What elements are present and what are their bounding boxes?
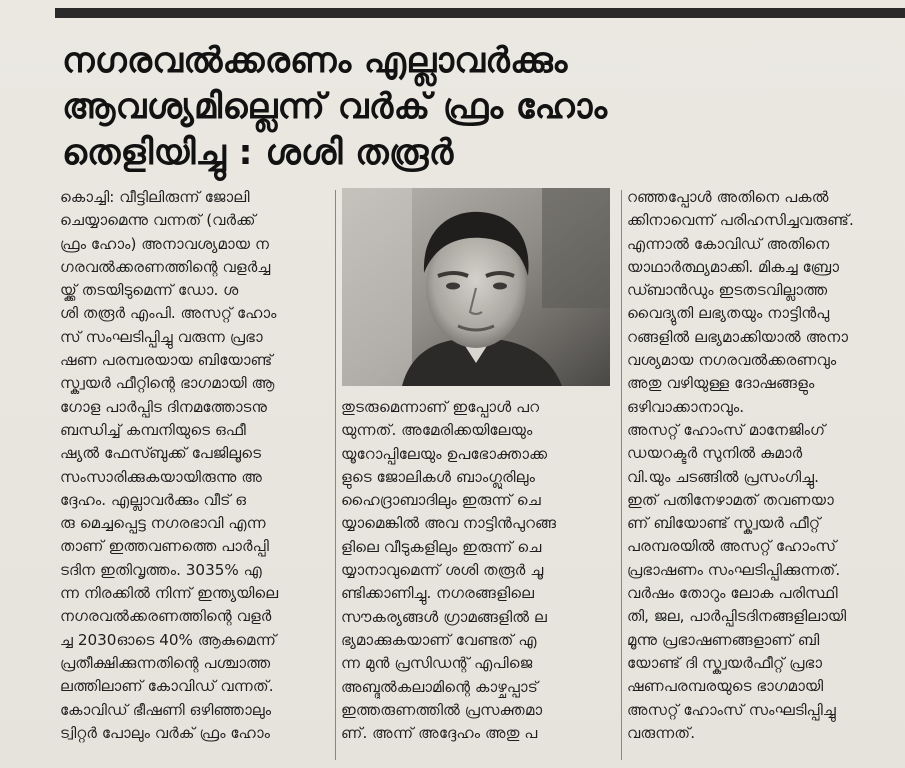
article-text-line: അതു വഴിയുള്ള ദോഷങ്ങളും [627,374,815,393]
article-text-line: താണ് ഇത്തവണത്തെ പാർപ്പി [60,537,269,556]
article-text-line: ഇത്തരുണത്തിൽ പ്രസക്തമാ [341,700,543,719]
article-text-line: ഗോള പാർപ്പിട ദിനമത്തോടനു [60,397,268,416]
article-text-line: ഷ്യൽ ഫേസ്ബുക്ക് പേജിലൂടെ [60,444,262,463]
article-text-line: ച്ച 2030ഓടെ 40% ആകുമെന്ന് [60,630,277,649]
article-column-3 [627,186,903,745]
portrait-image [342,188,610,386]
article-text-line: വർഷം തോറും ലോക പരിസ്ഥി [627,584,838,603]
article-text-line: ളിലെ വീടുകളിലും ഇരുന്ന് ചെ [341,537,542,556]
column-divider [335,190,336,760]
article-text-line: ന്ന മുൻ പ്രസിഡന്റ് എപിജെ [341,654,533,673]
article-text-line: യാഥാർത്ഥ്യമാക്കി. മികച്ച ബ്രോ [627,257,840,276]
headline-line: ആവശ്യമില്ലെന്ന് വർക് ഫ്രം ഹോം [62,87,608,127]
article-text-line: നഗരവൽക്കരണത്തിന്റെ വളർ [60,607,272,626]
article-text-line: ബന്ധിച്ച് കമ്പനിയുടെ ഒഫീ [60,420,246,439]
headline [62,38,682,176]
article-text-line: ഇത് പതിനേഴാമത് തവണയാ [627,490,834,509]
article-text-line: തുടരുമെന്നാണ് ഇപ്പോൾ പറ [341,398,540,416]
article-text-line: രു മെച്ചപ്പെട്ട നഗരഭാവി എന്ന [60,514,266,533]
article-text-line: ഡയറക്ടർ സുനിൽ കുമാർ [627,444,803,463]
article-text-line: വശ്യമായ നഗരവൽക്കരണവും [627,351,837,370]
article-text-line: ഡ്ബാൻഡും ഇടതടവില്ലാത്ത [627,281,828,300]
article-text-line: ഒഴിവാക്കാനാവും. [627,397,745,416]
article-text-line: യ്യാനാവുമെന്ന് ശശി തരൂർ ചൂ [341,561,544,580]
article-text-line: ഷണപരമ്പരയുടെ ഭാഗമായി [627,677,824,696]
article-text-line: ടദിന ഇതിവൃത്തം. 3035% എ [60,560,262,579]
article-column-1 [60,186,328,745]
article-text-line: വരുന്നത്. [627,723,696,742]
article-text-line: അസറ്റ് ഹോംസ് മാനേജിംഗ് [627,420,826,439]
article-text-line: യോണ്ട് ദി സ്ക്വയർഫീറ്റ് പ്രഭാ [627,653,823,672]
article-text-line: ളുടെ ജോലികൾ ബാംഗ്ലൂരിലും [341,467,535,486]
article-text-line: യ്യാമെങ്കിൽ അവ നാട്ടിൻപുറങ്ങ [341,514,557,533]
article-text-line: ഭ്യമാക്കുകയാണ് വേണ്ടത് എ [341,630,537,649]
article-text-line: ലത്തിലാണ് കോവിഡ് വന്നത്. [60,677,274,696]
article-text-line: സ് സംഘടിപ്പിച്ചു വരുന്ന പ്രഭാ [60,327,263,346]
article-text-line: ചെയ്യാമെന്നു വന്നത് (വർക്ക് [60,211,256,230]
article-text-line: ഗരവൽക്കരണത്തിന്റെ വളർച്ച [60,257,271,276]
article-text-line: യുന്നത്. അമേരിക്കയിലേയും [341,421,533,440]
article-text-line: കൊച്ചി: വീട്ടിലിരുന്ന് ജോലി [60,188,250,206]
article-text-line: എന്നാൽ കോവിഡ് അതിനെ [627,234,830,253]
article-text-line: ണ് ബിയോണ്ട് സ്ക്വയർ ഫീറ്റ് [627,514,821,533]
article-text-line: റങ്ങളിൽ ലഭ്യമാക്കിയാൽ അനാ [627,327,849,346]
article-text-line: കോവിഡ് ഭീഷണി ഒഴിഞ്ഞാലും [60,700,272,719]
article-text-line: ട്വിറ്റർ പോലും വർക് ഫ്രം ഹോം [60,723,271,742]
article-text-line: യൂറോപ്പിലേയും ഉപഭോക്താക്ക [341,444,548,463]
article-text-line: റഞ്ഞപ്പോൾ അതിനെ പകൽ [627,188,829,206]
article-text-line: ണ്ടിക്കാണിച്ചു. നഗരങ്ങളിലെ [341,584,535,603]
article-text-line: സൗകര്യങ്ങൾ ഗ്രാമങ്ങളിൽ ല [341,607,547,626]
article-text-line: പരമ്പരയിൽ അസറ്റ് ഹോംസ് [627,537,837,556]
article-text-line: ന്ന നിരക്കിൽ നിന്ന് ഇന്ത്യയിലെ [60,584,279,603]
top-rule [55,8,905,18]
column-divider [621,190,622,760]
article-text-line: പ്രതീക്ഷിക്കുന്നതിന്റെ പശ്ചാത്ത [60,653,271,672]
article-text-line: തി, ജല, പാർപ്പിടദിനങ്ങളിലായി [627,607,847,626]
article-text-line: ക്കിനാവെന്ന് പരിഹസിച്ചവരുണ്ട്. [627,211,854,230]
article-text-line: അസറ്റ് ഹോംസ് സംഘടിപ്പിച്ചു [627,700,836,719]
article-text-line: വൈദ്യുതി ലഭ്യതയും നാട്ടിൻപു [627,304,830,323]
article-text-line: യ്ക്ക് തടയിടുമെന്ന് ഡോ. ശ [60,281,239,300]
article-text-line: ദ്ദേഹം. എല്ലാവർക്കും വീട് ഒ [60,490,247,509]
article-text-line: മൂന്നു പ്രഭാഷണങ്ങളാണ് ബി [627,630,820,649]
article-text-line: വി.യും ചടങ്ങിൽ പ്രസംഗിച്ചു. [627,467,819,486]
article-text-line: ശി തരൂർ എംപി. അസറ്റ് ഹോം [60,304,277,323]
portrait-photo [342,188,610,386]
article-text-line: ഹൈദ്രാബാദിലും ഇരുന്ന് ചെ [341,491,541,510]
headline-line: നഗരവൽക്കരണം എല്ലാവർക്കും [62,41,568,81]
headline-line: തെളിയിച്ചു : ശശി തരൂർ [62,133,454,173]
article-text-line: അബ്ദുൽകലാമിന്റെ കാഴ്ചപ്പാട് [341,677,538,696]
article-text-line: സംസാരിക്കുകയായിരുന്നു അ [60,467,263,486]
article-text-line: ഫ്രം ഹോം) അനാവശ്യമായ ന [60,234,270,253]
article-column-2 [341,396,617,745]
article-text-line: ണ്. അന്ന് അദ്ദേഹം അതു പ [341,724,538,743]
article-text-line: സ്ക്വയർ ഫീറ്റിന്റെ ഭാഗമായി ആ [60,374,275,393]
article-text-line: പ്രഭാഷണം സംഘടിപ്പിക്കുന്നത്. [627,560,841,579]
article-text-line: ഷണ പരമ്പരയായ ബിയോണ്ട് [60,351,273,370]
